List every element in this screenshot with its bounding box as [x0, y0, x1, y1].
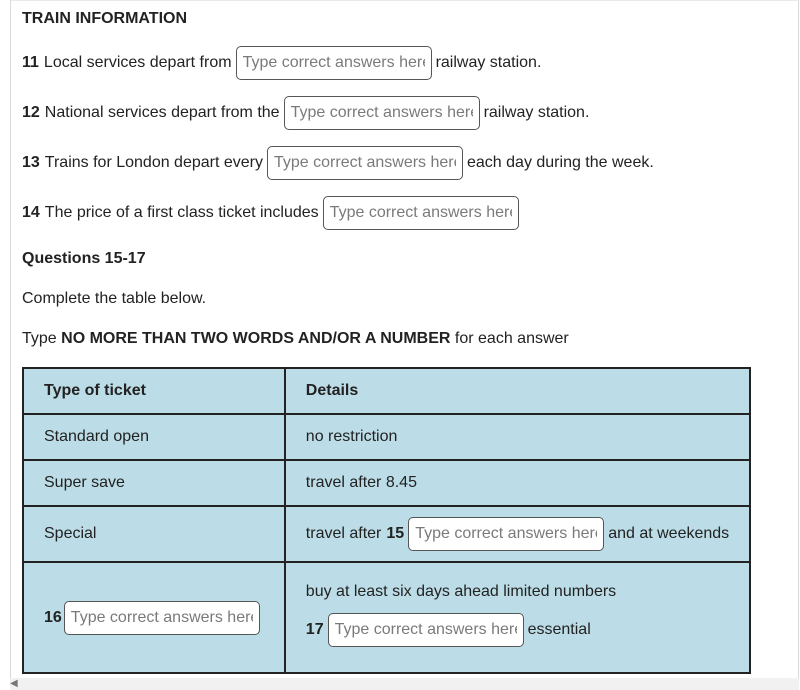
word-limit-post: for each answer [454, 330, 569, 347]
answer-input-14[interactable] [323, 196, 519, 230]
word-limit-pre: Type [22, 330, 57, 347]
answer-input-12[interactable] [284, 96, 480, 130]
question-text: National services depart from the [44, 104, 280, 121]
question-text-after: railway station. [483, 104, 590, 121]
question-12 [22, 97, 589, 129]
question-number: 14 [22, 204, 40, 221]
answer-input-16[interactable] [64, 601, 260, 635]
question-number: 17 [305, 620, 324, 638]
header-type-of-ticket: Type of ticket [23, 368, 285, 414]
question-text-after: railway station. [435, 54, 542, 71]
table-row [23, 506, 750, 562]
questions-group-title: Questions 15-17 [22, 250, 146, 267]
word-limit-instruction [22, 330, 569, 348]
question-11 [22, 47, 541, 79]
question-13 [22, 147, 654, 179]
scroll-left-icon[interactable]: ◀ [10, 678, 18, 689]
question-text: Trains for London depart every [44, 154, 263, 171]
question-number: 15 [386, 525, 405, 542]
question-number: 16 [44, 608, 62, 626]
details-line: buy at least six days ahead limited numbers [305, 582, 617, 600]
table-row [23, 562, 750, 673]
section-heading: TRAIN INFORMATION [22, 10, 188, 27]
question-text: The price of a first class ticket includes [44, 204, 319, 221]
word-limit-bold: NO MORE THAN TWO WORDS AND/OR A NUMBER [61, 330, 451, 347]
details-text-after: and at weekends [608, 525, 730, 542]
details-text: travel after [305, 525, 382, 542]
ticket-type [23, 562, 285, 673]
question-14 [22, 197, 523, 229]
answer-input-17[interactable] [328, 613, 524, 647]
answer-input-11[interactable] [236, 46, 432, 80]
details-text-after: essential [527, 620, 591, 638]
question-text: Local services depart from [43, 54, 232, 71]
ticket-details: travel after 8.45 [285, 460, 750, 506]
ticket-details [285, 506, 750, 562]
question-text-after: each day during the week. [467, 154, 654, 171]
table-row [23, 460, 750, 506]
ticket-type: Special [23, 506, 285, 562]
header-details: Details [285, 368, 750, 414]
ticket-details: no restriction [285, 414, 750, 460]
instruction-text: Complete the table below. [22, 290, 207, 307]
horizontal-scrollbar[interactable] [10, 678, 799, 690]
answer-input-15[interactable] [408, 517, 604, 551]
details-line [306, 613, 729, 647]
question-number: 13 [22, 154, 40, 171]
ticket-type: Standard open [23, 414, 285, 460]
answer-input-13[interactable] [267, 146, 463, 180]
table-row [23, 414, 750, 460]
ticket-details [285, 562, 750, 673]
question-number: 11 [22, 54, 39, 71]
ticket-type: Super save [23, 460, 285, 506]
ticket-table [22, 367, 751, 674]
question-number: 12 [22, 104, 40, 121]
table-header-row [23, 368, 750, 414]
